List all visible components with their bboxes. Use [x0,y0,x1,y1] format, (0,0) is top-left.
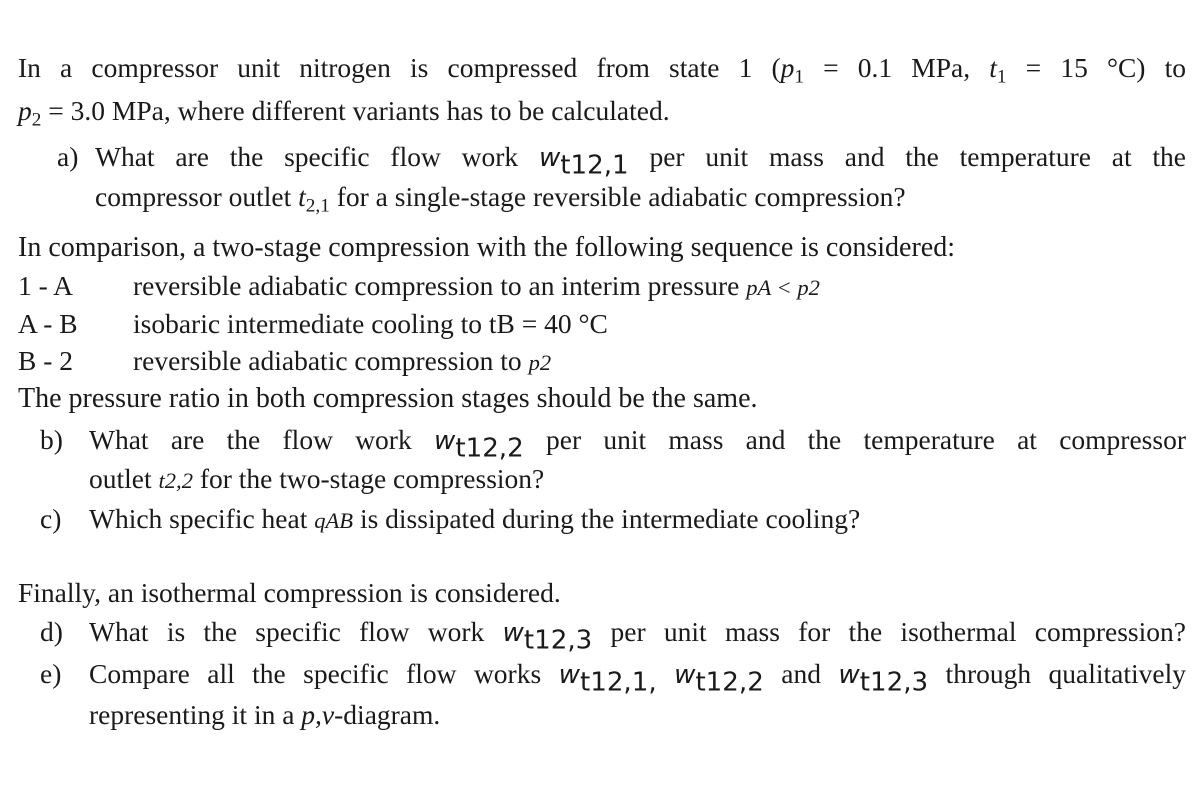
step-text [133,307,608,341]
question-e-line-1 [89,657,1186,698]
question-c-text: Which specific heat [89,503,315,534]
w-subscript: t12,3 [523,625,593,656]
question-a-text: compressor outlet [95,181,299,212]
w-symbol: w [838,660,860,690]
t-subscript: 2,1 [305,195,330,217]
question-a-text: What are the specific flow work [95,141,539,172]
w-symbol: w [558,660,580,690]
step-text [133,269,820,305]
intro-line-2 [18,94,670,131]
question-a-marker: a) [57,141,79,172]
t-subscript: 2,2 [164,468,193,493]
step-code: A - B [18,308,78,339]
t1-subscript: 1 [996,66,1007,88]
question-b-line-1 [89,423,1186,464]
question-e-line-2 [89,698,440,732]
q-symbol: q [314,508,326,533]
w-subscript: t12,3 [859,667,929,698]
w-symbol: w [502,618,524,648]
step-description: reversible adiabatic compression to an interim pressure [133,270,747,301]
t1-symbol: t [989,52,997,83]
question-a-text: for a single-stage reversible adiabatic compression? [329,181,906,212]
question-b-marker: b) [40,424,63,455]
q-subscript: AB [325,508,354,533]
step-math: tB = 40 °C [488,308,608,339]
step-description: reversible adiabatic compression to [133,345,529,376]
w-symbol: w [433,426,456,456]
w-subscript: t12,1 [560,150,629,181]
w-subscript: t12,2 [455,433,524,464]
intro-text: = 3.0 MPa, where different variants has to be calculated. [41,95,670,126]
pressure-ratio-note: The pressure ratio in both compression stages should be the same. [18,383,758,414]
w-subscript: t12,2 [695,667,764,698]
w-subscript: t12,1, [579,667,657,698]
question-b-text: for the two-stage compression? [192,463,545,494]
comparison-intro: In comparison, a two-stage compression with the following sequence is considered: [18,232,955,263]
w-symbol: w [674,660,696,690]
question-a-text: per unit mass and the temperature at the [628,141,1186,172]
question-c-text: is dissipated during the intermediate cooling? [353,503,861,534]
question-b-text: per unit mass and the temperature at compressor [523,424,1186,455]
question-b-line-2 [89,462,544,498]
question-a-line-2 [95,180,906,217]
intro-text: = 0.1 MPa, [804,52,990,83]
t-symbol: t [158,468,165,493]
question-d-text: per unit mass for the isothermal compression? [592,616,1186,647]
question-e-text: Compare all the specific flow works [89,658,559,689]
question-d-line-1 [89,615,1186,656]
question-a-line-1 [95,140,1186,181]
pv-symbol: p,v [301,699,335,730]
intro-text: In a compressor unit nitrogen is compressed from state 1 ( [18,52,781,83]
question-e-marker: e) [40,658,62,689]
step-description: isobaric intermediate cooling to [133,308,489,339]
t-symbol: t [298,181,306,212]
question-d-text: What is the specific flow work [89,616,503,647]
question-c-line-1 [89,502,860,538]
intro-text: = 15 °C) to [1006,52,1186,83]
step-math: p2 [528,350,552,375]
question-b-text: What are the flow work [89,424,434,455]
question-e-text: representing it in a [89,699,302,730]
p2-symbol: p [18,95,32,126]
question-d-marker: d) [40,616,63,647]
intro-line-1 [18,51,1186,88]
p1-symbol: p [780,52,795,83]
isothermal-intro: Finally, an isothermal compression is considered. [18,577,561,608]
step-code: B - 2 [18,345,73,376]
step-code: 1 - A [18,270,73,301]
step-text [133,344,551,380]
question-e-text: and [763,658,839,689]
p1-subscript: 1 [794,66,804,88]
p2-subscript: 2 [31,109,42,131]
step-math: pA < p2 [746,275,820,300]
question-c-marker: c) [40,503,62,534]
w-symbol: w [538,143,561,173]
question-e-text: -diagram. [334,699,441,730]
question-b-text: outlet [89,463,159,494]
question-e-text: through qualitatively [928,658,1186,689]
